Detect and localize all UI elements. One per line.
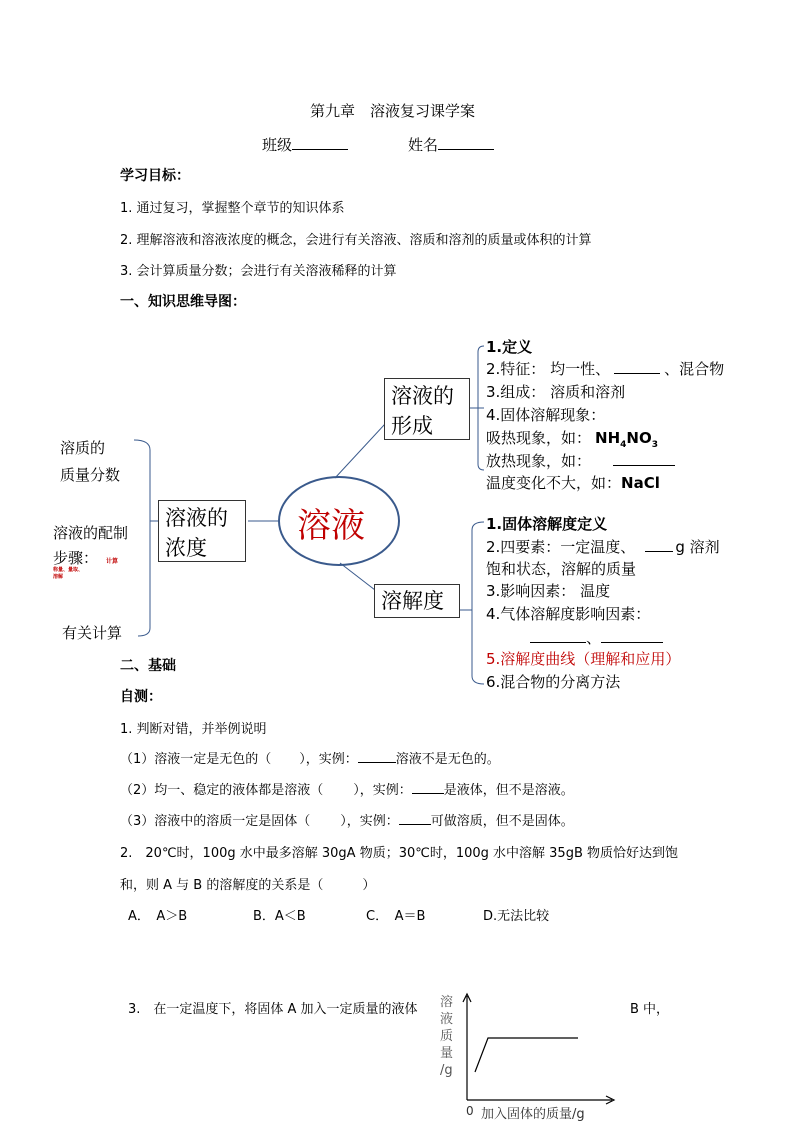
section-heading-basics: 二、基础	[120, 658, 176, 674]
gas-factor-blank[interactable]	[601, 642, 663, 643]
section-heading-mindmap: 一、知识思维导图：	[120, 294, 246, 310]
question-1a: （1）溶液一定是无色的（ ），实例： 溶液不是无色的。	[120, 752, 500, 767]
solubility-item: 6.混合物的分离方法	[486, 673, 621, 691]
exothermic-blank[interactable]	[613, 465, 675, 466]
formation-label-line2: 形成	[391, 414, 433, 438]
goal-item: 2. 理解溶液和溶液浓度的概念，会进行有关溶液、溶质和溶剂的质量或体积的计算	[120, 233, 592, 248]
concentration-item-preparation: 溶液的配制 步骤： 计算	[53, 524, 129, 567]
goal-item: 1. 通过复习，掌握整个章节的知识体系	[120, 201, 345, 216]
graph-y-label: 溶 液 质 量 /g	[440, 995, 454, 1078]
graph-origin-label: 0	[466, 1104, 474, 1118]
solubility-node	[374, 584, 460, 618]
question-2-option-d[interactable]: D.无法比较	[483, 909, 550, 924]
question-1b: （2）均一、稳定的液体都是溶液（ ），实例： 是液体，但不是溶液。	[120, 783, 574, 798]
question-2-line2: 和，则 A 与 B 的溶解度的关系是（ ）	[120, 878, 376, 893]
class-label: 班级	[262, 136, 293, 154]
concentration-label-line1: 溶液的	[165, 506, 228, 530]
question-3-graph	[430, 990, 630, 1120]
solvent-mass-blank[interactable]	[645, 551, 673, 552]
graph-x-label: 加入固体的质量/g	[481, 1107, 585, 1122]
goal-item: 3. 会计算质量分数；会进行有关溶液稀释的计算	[120, 264, 397, 279]
feature-blank[interactable]	[614, 373, 660, 374]
solubility-item: 2.四要素：一定温度、 g 溶剂	[486, 538, 720, 556]
solubility-item: 饱和状态，溶解的质量	[486, 560, 637, 578]
preparation-steps-tiny: 称量、量取、 溶解	[53, 567, 84, 580]
formation-item: 吸热现象，如： $NH_4NO_3$	[486, 429, 658, 450]
question-1-title: 1. 判断对错，并举例说明	[120, 722, 267, 737]
solubility-item: 1.固体溶解度定义	[486, 515, 608, 533]
question-2-option-a[interactable]: A． A＞B	[128, 909, 188, 924]
gas-factor-blank[interactable]	[530, 642, 586, 643]
solubility-item: 4.气体溶解度影响因素：	[486, 605, 651, 623]
formation-item: 4.固体溶解现象：	[486, 406, 606, 424]
formation-item: 2.特征： 均一性、 、混合物	[486, 360, 725, 378]
question-2-option-b[interactable]: B．A＜B	[253, 909, 306, 924]
question-2-line1: 2. 20℃时，100g 水中最多溶解 30gA 物质；30℃时，100g 水中溶解 35gB 物质恰好达到饱	[120, 846, 679, 861]
formation-label-line1: 溶液的	[391, 384, 454, 408]
solubility-item: 3.影响因素： 温度	[486, 582, 611, 600]
concentration-item-calculation: 有关计算	[62, 624, 123, 642]
graph-curve	[475, 1038, 578, 1072]
answer-blank[interactable]	[399, 824, 431, 825]
solubility-item: 5.溶解度曲线（理解和应用）	[486, 650, 681, 668]
name-label: 姓名	[408, 136, 439, 154]
self-test-heading: 自测：	[120, 689, 162, 705]
question-2-option-c[interactable]: C． A＝B	[366, 909, 426, 924]
formation-item: 3.组成： 溶质和溶剂	[486, 383, 626, 401]
gas-factors-blanks: 、	[530, 627, 663, 648]
concentration-node	[158, 500, 246, 562]
goals-heading: 学习目标：	[120, 168, 190, 184]
solubility-label: 溶解度	[381, 589, 444, 613]
concentration-item-mass-fraction: 溶质的 质量分数	[60, 439, 121, 484]
formation-item: 温度变化不大，如：NaCl	[486, 474, 660, 492]
formation-node	[384, 378, 470, 440]
answer-blank[interactable]	[358, 762, 396, 763]
question-3-text: 3. 在一定温度下，将固体 A 加入一定质量的液体	[128, 1002, 418, 1017]
page-title: 第九章 溶液复习课学案	[310, 102, 476, 120]
question-1c: （3）溶液中的溶质一定是固体（ ），实例： 可做溶质，但不是固体。	[120, 814, 574, 829]
concentration-label-line2: 浓度	[165, 536, 207, 560]
formation-item: 1.定义	[486, 338, 533, 356]
formation-item: 放热现象，如：	[486, 450, 675, 471]
center-node-label: 溶液	[297, 506, 365, 546]
question-3-text-end: B 中，	[630, 1002, 670, 1017]
answer-blank[interactable]	[412, 793, 444, 794]
